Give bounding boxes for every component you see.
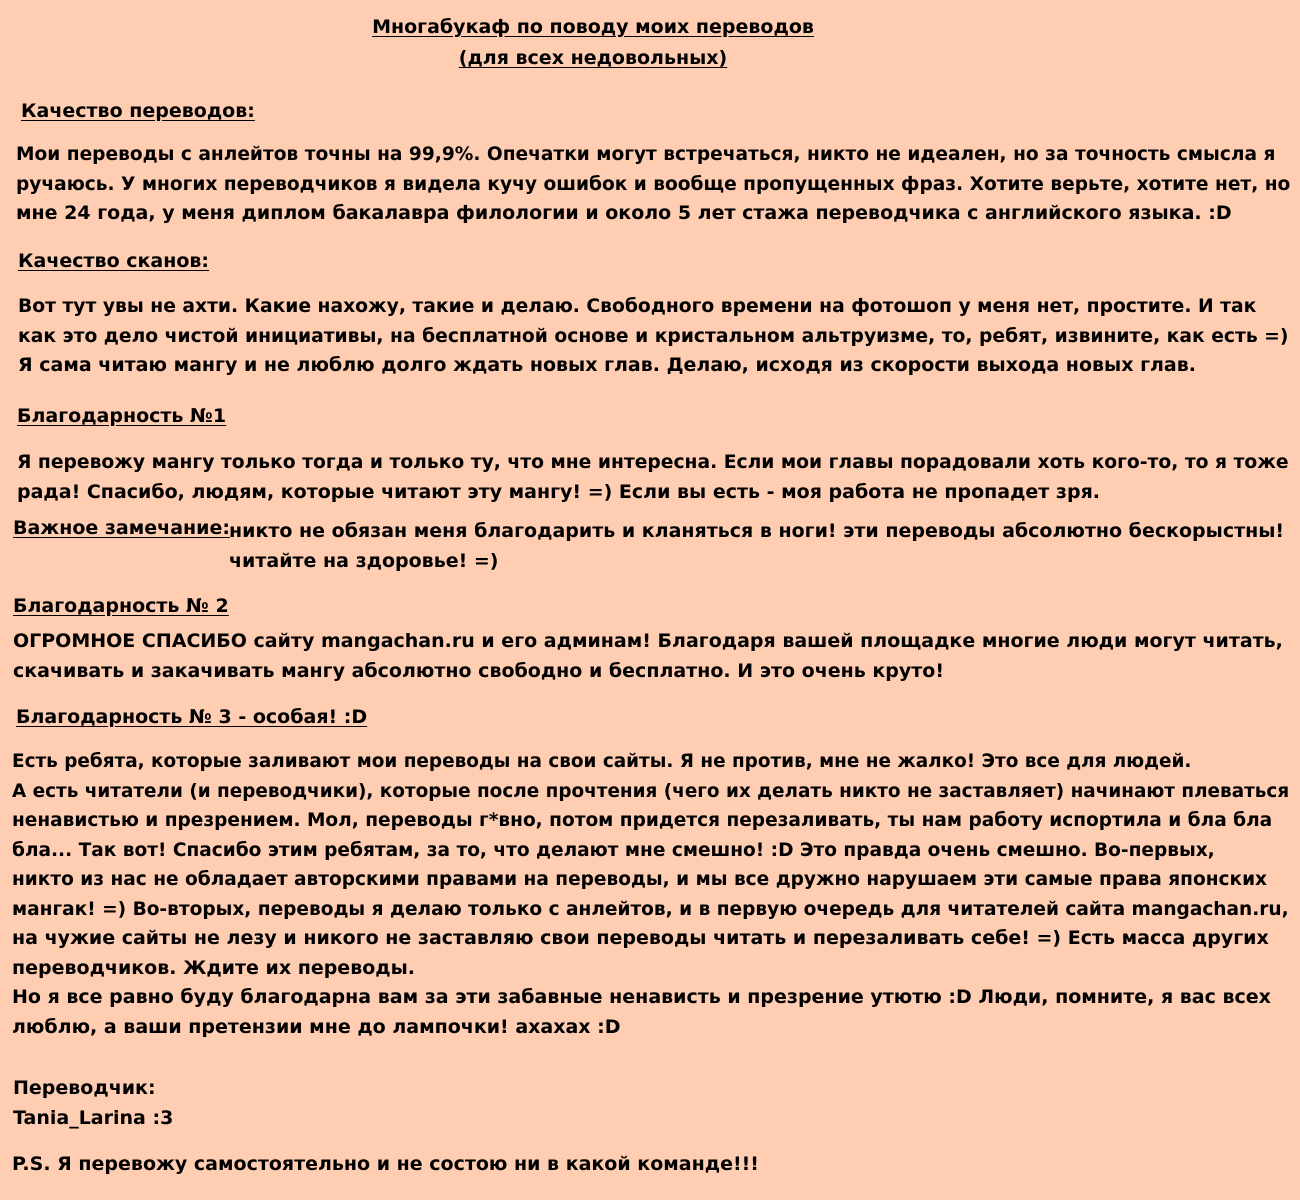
paragraph-line: читайте на здоровье! =) [229, 549, 499, 572]
paragraph-line: никто из нас не обладает авторскими правами на переводы, и мы все дружно нарушаем эти самые права японских [12, 869, 1268, 890]
paragraph-line: никто не обязан меня благодарить и кланяться в ноги! эти переводы абсолютно бескорыстны! [229, 520, 1285, 542]
section-quality-body [16, 140, 1290, 229]
paragraph-line: Я сама читаю мангу и не люблю долго ждать новых глав. Делаю, исходя из скорости выхода новых глав. [18, 354, 1196, 376]
paragraph-line: переводчиков. Ждите их переводы. [12, 956, 416, 979]
paragraph-line: Есть ребята, которые заливают мои переводы на свои сайты. Я не против, мне не жалко! Это все для людей. [12, 751, 1192, 772]
heading-text: Качество переводов: [21, 100, 255, 122]
paragraph-line: ручаюсь. У многих переводчиков я видела кучу ошибок и вообще пропущенных фраз. Хотите верьте, хотите нет, но [16, 173, 1291, 195]
section-thanks1-body [17, 448, 1289, 507]
section-thanks3-heading [16, 703, 367, 733]
paragraph-line: Я перевожу мангу только тогда и только ту, что мне интересна. Если мои главы порадовали хоть кого-то, то я тоже [17, 452, 1289, 473]
paragraph-line: Вот тут увы не ахти. Какие нахожу, такие и делаю. Свободного времени на фотошоп у меня нет, простите. И так [18, 296, 1257, 317]
paragraph-line: мне 24 года, у меня диплом бакалавра филологии и около 5 лет стажа переводчика с английского языка. :D [16, 202, 1232, 224]
paragraph-line: как это дело чистой инициативы, на бесплатной основе и кристальном альтруизме, то, ребят, извините, как есть =) [18, 325, 1289, 347]
paragraph-line: рада! Спасибо, людям, которые читают эту мангу! =) Если вы есть - моя работа не пропадет зря. [17, 480, 1100, 503]
paragraph-line: Мои переводы с анлейтов точны на 99,9%. Опечатки могут встречаться, никто не идеален, но за точность смысла я [16, 144, 1276, 165]
section-quality-heading [21, 97, 255, 127]
translator-block [13, 1074, 173, 1133]
section-thanks3-body [12, 747, 1289, 1042]
paragraph-line: скачивать и закачивать мангу абсолютно свободно и бесплатно. И это очень круто! [13, 659, 945, 682]
translator-name: Tania_Larina :3 [13, 1106, 174, 1129]
note-label-text: Важное замечание: [13, 517, 230, 539]
document-title [0, 12, 1186, 74]
paragraph-line: Но я все равно буду благодарна вам за эти забавные ненависть и презрение утютю :D Люди, помните, я вас всех [12, 986, 1271, 1008]
section-thanks2-body [13, 627, 1283, 686]
paragraph-line: на чужие сайты не лезу и никого не заставляю свои переводы читать и перезаливать себе! =) Есть масса других [12, 927, 1269, 949]
important-note-body [229, 517, 1284, 576]
paragraph-line: ненавистью и презрением. Мол, переводы г*вно, потом придется перезаливать, ты нам работу испортила и бла бла [12, 810, 1273, 831]
important-note-label [13, 514, 230, 544]
postscript [12, 1150, 759, 1180]
section-scans-body [18, 292, 1288, 381]
heading-text: Благодарность №1 [17, 405, 227, 427]
section-thanks2-heading [13, 592, 229, 622]
title-line-2: (для всех недовольных) [458, 47, 728, 69]
paragraph-line: люблю, а ваши претензии мне до лампочки! ахахах :D [12, 1015, 621, 1038]
section-thanks1-heading [17, 402, 226, 432]
heading-text: Качество сканов: [18, 250, 210, 272]
postscript-text: P.S. Я перевожу самостоятельно и не состою ни в какой команде!!! [12, 1153, 759, 1175]
paragraph-line: бла... Так вот! Спасибо этим ребятам, за то, что делают мне смешно! :D Это правда очень смешно. Во-первых, [12, 839, 1215, 861]
paragraph-line: мангак! =) Во-вторых, переводы я делаю только с анлейтов, и в первую очередь для читателей сайта mangachan.ru, [12, 898, 1289, 920]
paragraph-line: ОГРОМНОЕ СПАСИБО сайту mangachan.ru и его админам! Благодаря вашей площадке многие люди могут читать, [13, 630, 1283, 652]
paragraph-line: А есть читатели (и переводчики), которые после прочтения (чего их делать никто не заставляет) начинают плеваться [12, 780, 1290, 802]
heading-text: Благодарность № 2 [13, 595, 229, 617]
section-scans-heading [18, 247, 209, 277]
title-line-1: Многабукаф по поводу моих переводов [372, 16, 814, 38]
translator-label: Переводчик: [13, 1077, 156, 1099]
heading-text: Благодарность № 3 - особая! :D [16, 706, 368, 728]
